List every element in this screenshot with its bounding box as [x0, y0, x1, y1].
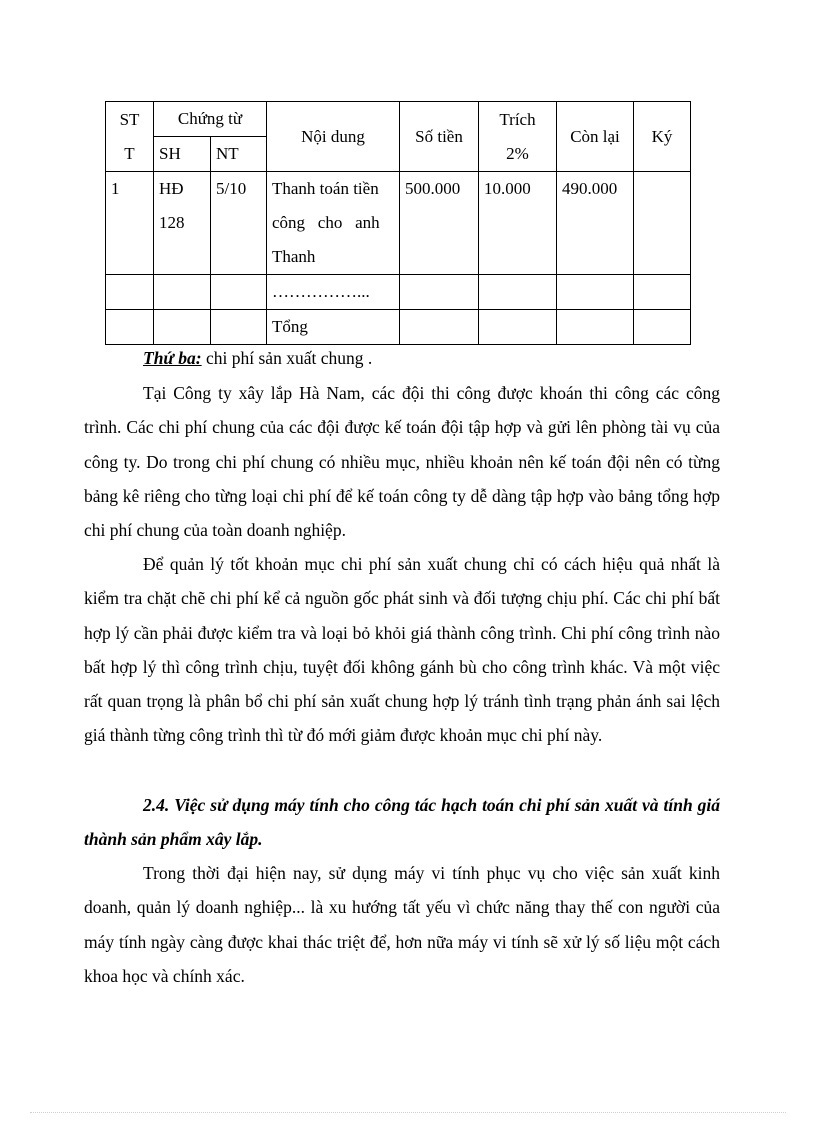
cell-trich: 10.000 — [479, 172, 557, 275]
page-footer-divider — [30, 1112, 786, 1113]
table-header-row — [106, 102, 691, 137]
header-so-tien: Số tiền — [400, 102, 479, 172]
cell-sh: HĐ 128 — [154, 172, 211, 275]
header-ky: Ký — [634, 102, 691, 172]
cell-stt: 1 — [106, 172, 154, 275]
section-heading-thu-ba — [143, 341, 723, 375]
paragraph-1: Tại Công ty xây lắp Hà Nam, các đội thi công được khoán thi công các công trình. Các chi phí chung của các đội được kế toán đội tập hợp và gửi lên phòng tài vụ của công ty. Do trong chi phí chung có nhiều mục, nhiều khoản nên kế toán đội nên có từng bảng kê riêng cho từng loại chi phí để kế toán công ty dễ dàng tập hợp vào bảng tổng hợp chi phí chung của toàn doanh nghiệp. — [84, 383, 720, 541]
cell-ellipsis: ……………... — [267, 275, 400, 310]
cell-con-lai: 490.000 — [557, 172, 634, 275]
header-nt: NT — [211, 137, 267, 172]
section-label: Thứ ba: — [143, 348, 202, 368]
cell-total-label: Tổng — [267, 310, 400, 345]
cell-noi-dung: Thanh toán tiền công cho anh Thanh — [267, 172, 400, 275]
section-title: chi phí sản xuất chung . — [201, 348, 373, 368]
header-stt: ST T — [106, 102, 154, 172]
cell-nt: 5/10 — [211, 172, 267, 275]
table-row — [106, 275, 691, 310]
table-total-row — [106, 310, 691, 345]
paragraph-3: Trong thời đại hiện nay, sử dụng máy vi tính phục vụ cho việc sản xuất kinh doanh, quản lý doanh nghiệp... là xu hướng tất yếu vì chức năng thay thế con người của máy tính ngày càng được khai thác triệt để, hơn nữa máy vi tính sẽ xử lý số liệu một cách khoa học và chính xác. — [84, 863, 720, 986]
cell-so-tien: 500.000 — [400, 172, 479, 275]
section-heading-2-4: 2.4. Việc sử dụng máy tính cho công tác hạch toán chi phí sản xuất và tính giá thành sản phẩm xây lắp. — [84, 795, 720, 850]
header-trich: Trích 2% — [479, 102, 557, 172]
table-row — [106, 172, 691, 275]
header-con-lai: Còn lại — [557, 102, 634, 172]
header-noi-dung: Nội dung — [267, 102, 400, 172]
expense-table — [105, 101, 691, 345]
header-sh: SH — [154, 137, 211, 172]
header-chung-tu: Chứng từ — [154, 102, 267, 137]
cell-ky — [634, 172, 691, 275]
paragraph-2: Để quản lý tốt khoản mục chi phí sản xuất chung chỉ có cách hiệu quả nhất là kiểm tra chặt chẽ chi phí kể cả nguồn gốc phát sinh và đối tượng chịu phí. Các chi phí bất hợp lý cần phải được kiểm tra và loại bỏ khỏi giá thành công trình. Chi phí công trình nào bất hợp lý thì công trình chịu, tuyệt đối không gánh bù cho công trình khác. Và một việc rất quan trọng là phân bổ chi phí sản xuất chung hợp lý tránh tình trạng phản ánh sai lệch giá thành từng công trình thì từ đó mới giảm được khoản mục chi phí này. — [84, 554, 720, 746]
